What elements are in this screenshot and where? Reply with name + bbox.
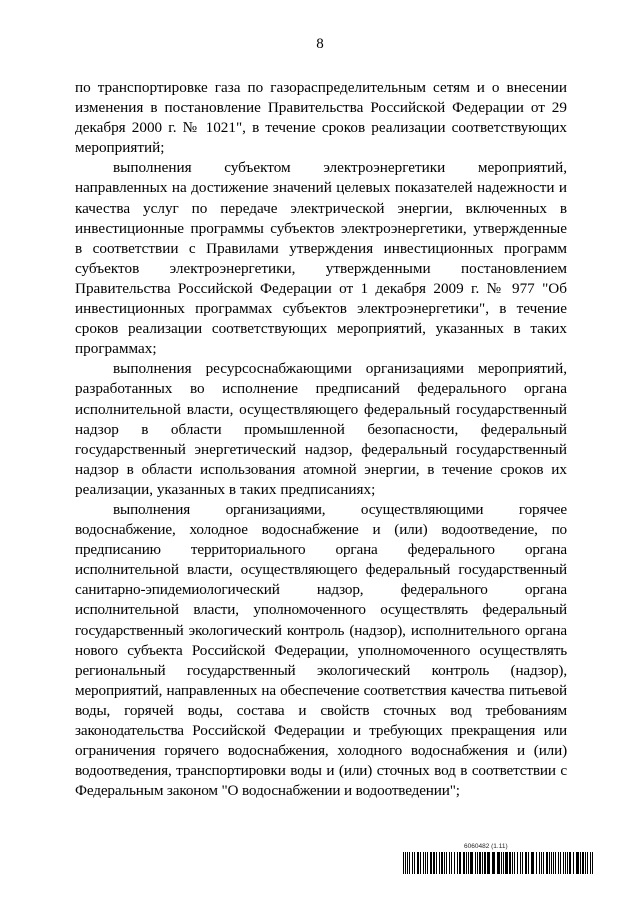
paragraph-electroenergy: выполнения субъектом электроэнергетики мероприятий, направленных на достижение значений целевых показателей надежности и качества услуг по передаче электрической энергии, включенных в инвестиционные программы субъектов электроэнергетики, утвержденные в соответствии с Правилами утверждения инвестиционных программ субъектов электроэнергетики, утвержденными постановлением Правительства Российской Федерации от 1 декабря 2009 г. № 977 "Об инвестиционных программах субъектов электроэнергетики", в течение сроков реализации соответствующих мероприятий, указанных в таких программах; — [75, 159, 567, 358]
paragraph-continuation: по транспортировке газа по газораспределительным сетям и о внесении изменения в постановление Правительства Российской Федерации от 29 декабря 2000 г. № 1021", в течение сроков реализации соответствующих мероприятий; — [75, 79, 567, 157]
barcode-label: 6060482 (1.11) — [464, 843, 508, 850]
document-body — [75, 78, 567, 801]
page-number: 8 — [316, 36, 324, 52]
paragraph-water-supply: выполнения организациями, осуществляющими горячее водоснабжение, холодное водоснабжение и (или) водоотведение, по предписанию территориального органа федерального органа исполнительной власти, осуществляющего федеральный государственный санитарно-эпидемиологический надзор, федерального органа исполнительной власти, уполномоченного осуществлять федеральный государственный экологический контроль (надзор), исполнительного органа нового субъекта Российской Федерации, уполномоченного осуществлять региональный государственный экологический контроль (надзор), мероприятий, направленных на обеспечение соответствия качества питьевой воды, горячей воды, состава и свойств сточных вод требованиям законодательства Российской Федерации и требующих прекращения или ограничения горячего водоснабжения, холодного водоснабжения и (или) водоотведения, транспортировки воды и (или) сточных вод в соответствии с Федеральным законом "О водоснабжении и водоотведении"; — [75, 500, 567, 800]
barcode-image — [403, 852, 593, 874]
paragraph-resource-supply: выполнения ресурсоснабжающими организациями мероприятий, разработанных во исполнение предписаний федерального органа исполнительной власти, осуществляющего федеральный государственный надзор в области промышленной безопасности, федеральный государственный энергетический надзор, федеральный государственный надзор в области использования атомной энергии, в течение сроков их реализации, указанных в таких предписаниях; — [75, 360, 567, 498]
